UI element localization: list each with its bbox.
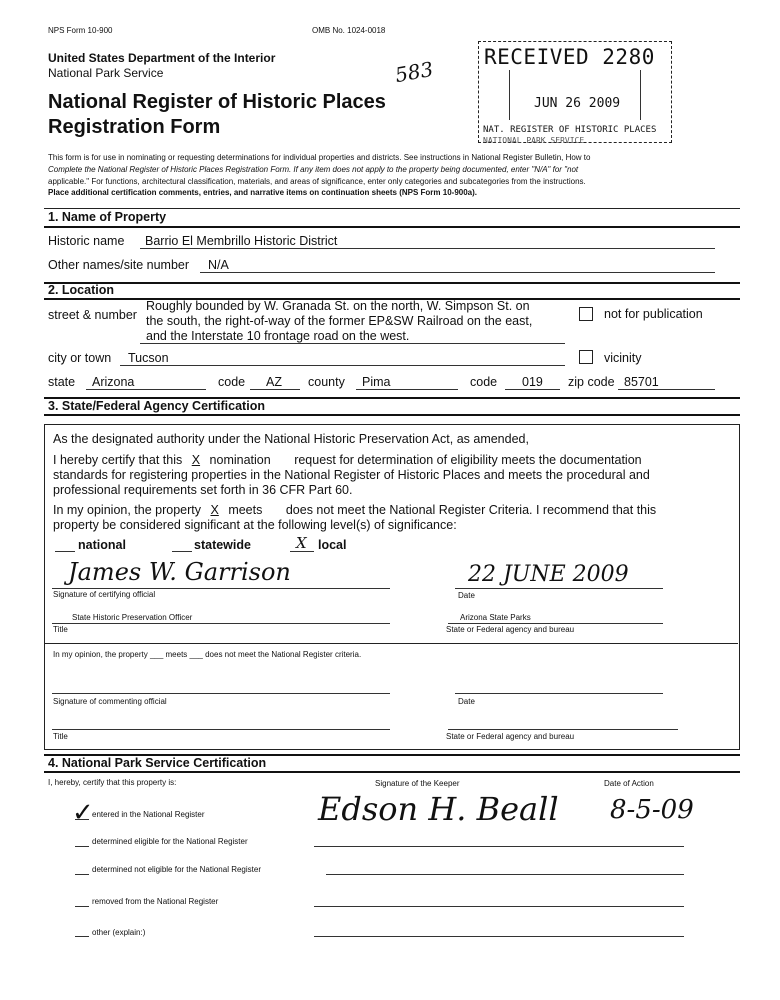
does-not-meet-blank [266,503,286,517]
other-blank[interactable] [75,936,89,937]
stamp-line1: NAT. REGISTER OF HISTORIC PLACES [483,125,657,135]
agency2-line [448,729,678,730]
other-names-value: N/A [208,258,229,272]
date2-label: Date [458,697,475,706]
state-value: Arizona [92,375,135,389]
entered-blank[interactable] [75,819,89,820]
divider [44,226,740,228]
commenting-signature-label: Signature of commenting official [53,697,167,706]
divider [44,414,740,416]
local-mark: X [296,534,307,552]
service: National Park Service [48,66,164,80]
stamp-date: JUN 26 2009 [534,96,621,111]
instructions-line2: Complete the National Register of Historic Places Registration Form. If any item does not apply to the property being documented, enter "N/A" for "not [48,165,579,174]
title-label: Title [53,625,68,634]
historic-name-line [140,248,715,249]
stamp-inner-box [509,70,641,120]
other-line [314,936,684,937]
vicinity-checkbox[interactable] [579,350,593,364]
date-line [455,588,663,589]
city-label: city or town [48,351,112,365]
state-label: state [48,375,76,389]
not-for-publication-label: not for publication [604,307,703,321]
street-line [140,343,565,344]
certification-date: 22 JUNE 2009 [468,562,629,587]
divider [44,643,738,644]
county-code-label: code [470,375,498,389]
option-determined-eligible: determined eligible for the National Register [92,837,248,846]
action-date-label: Date of Action [604,779,654,788]
divider [44,771,740,773]
code-value: AZ [266,375,282,389]
form-number: NPS Form 10-900 [48,26,113,35]
instructions-line4: Place additional certification comments, entries, and narrative items on continuation sheets (NPS Form 10-900a). [48,188,478,197]
divider [44,282,740,284]
code-line [250,389,300,390]
title2-label: Title [53,732,68,741]
cert-paragraph3-line2: property be considered significant at the following level(s) of significance: [53,518,457,532]
section3-heading: 3. State/Federal Agency Certification [48,399,265,413]
not-for-publication-checkbox[interactable] [579,307,593,321]
omb-number: OMB No. 1024-0018 [312,26,386,35]
stamp-received: RECEIVED 2280 [484,45,655,69]
divider [44,208,740,209]
handwritten-number: 583 [393,56,435,88]
received-stamp [478,41,672,143]
agency-value: Arizona State Parks [460,613,531,622]
meets-mark: X [210,503,219,517]
keeper-signature: Edson H. Beall [318,790,559,828]
historic-name-label: Historic name [48,234,125,248]
statewide-label: statewide [194,538,251,552]
other-names-line [200,272,715,273]
page-subtitle: Registration Form [48,116,221,138]
not-eligible-line [326,874,684,875]
option-entered: entered in the National Register [92,810,205,819]
commenting-signature-line [52,693,390,694]
zip-label: zip code [568,375,615,389]
request-blank [274,453,294,467]
street-line1: Roughly bounded by W. Granada St. on the north, W. Simpson St. on [146,299,530,313]
instructions-line1: This form is for use in nominating or requesting determinations for individual properties and districts. See instructions in National Register Bulletin, How to [48,153,591,162]
certifying-signature: James W. Garrison [68,558,291,586]
cert-paragraph2-line3: professional requirements set forth in 36 CFR Part 60. [53,483,353,497]
removed-line [314,906,684,907]
agency2-label: State or Federal agency and bureau [446,732,575,741]
option-other: other (explain:) [92,928,146,937]
instructions-line3: applicable." For functions, architectural classification, materials, and areas of significance, enter only categories and subcategories from the instructions. [48,177,586,186]
state-line [86,389,206,390]
cert-paragraph3-line1: In my opinion, the property X meets does not meet the National Register Criteria. I recommend that this [53,503,657,517]
removed-blank[interactable] [75,906,89,907]
option-removed: removed from the National Register [92,897,219,906]
county-code-value: 019 [522,375,543,389]
street-line2: the south, the right-of-way of the former EP&SW Railroad on the east, [146,314,533,328]
county-value: Pima [362,375,391,389]
cert-paragraph1: As the designated authority under the National Historic Preservation Act, as amended, [53,432,529,446]
section4-intro: I, hereby, certify that this property is: [48,778,177,787]
title-value: State Historic Preservation Officer [72,613,193,622]
action-date: 8-5-09 [610,795,694,825]
cert-paragraph2-line2: standards for registering properties in the National Register of Historic Places and meets the procedural and [53,468,650,482]
agency-label: State or Federal agency and bureau [446,625,575,634]
nomination-mark: X [191,453,201,467]
title-line [52,623,390,624]
zip-value: 85701 [624,375,659,389]
statewide-blank[interactable] [172,551,192,552]
signature-line [52,588,390,589]
street-line3: and the Interstate 10 frontage road on the west. [146,329,410,343]
department: United States Department of the Interior [48,51,276,65]
not-eligible-blank[interactable] [75,874,89,875]
national-blank[interactable] [55,551,75,552]
section1-heading: 1. Name of Property [48,210,167,224]
title2-line [52,729,390,730]
page-title: National Register of Historic Places [48,91,386,113]
county-line [356,389,458,390]
other-names-label: Other names/site number [48,258,190,272]
option-determined-not-eligible: determined not eligible for the National Register [92,865,261,874]
city-line [120,365,565,366]
stamp-line2: NATIONAL PARK SERVICE [483,136,585,145]
code-label: code [218,375,246,389]
county-code-line [505,389,560,390]
street-label: street & number [48,308,137,322]
date-label: Date [458,591,475,600]
eligible-line [314,846,684,847]
section2-heading: 2. Location [48,283,114,297]
eligible-blank[interactable] [75,846,89,847]
signature-label: Signature of certifying official [53,590,156,599]
agency-line [448,623,663,624]
local-label: local [318,538,347,552]
county-label: county [308,375,345,389]
vicinity-label: vicinity [604,351,642,365]
opinion-statement: In my opinion, the property ___ meets ___ does not meet the National Register criteria. [53,650,362,659]
keeper-label: Signature of the Keeper [375,779,460,788]
historic-name-value: Barrio El Membrillo Historic District [145,234,338,248]
check-mark-icon: ✓ [72,797,94,827]
national-label: national [78,538,126,552]
section4-heading: 4. National Park Service Certification [48,756,267,770]
city-value: Tucson [128,351,169,365]
cert-paragraph2-line1: I hereby certify that this X nomination request for determination of eligibility meets the documentation [53,453,642,467]
zip-line [618,389,715,390]
date2-line [455,693,663,694]
